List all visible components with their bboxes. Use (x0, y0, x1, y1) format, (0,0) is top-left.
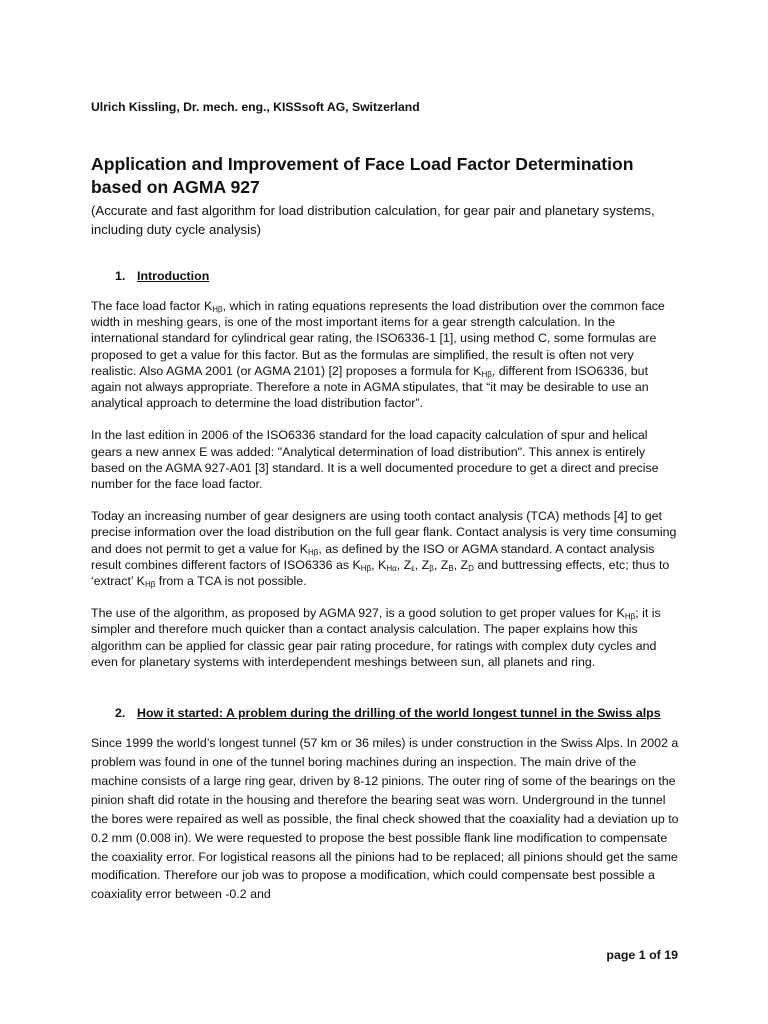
page-number: page 1 of 19 (606, 948, 678, 962)
paragraph-4: The use of the algorithm, as proposed by AGMA 927, is a good solution to get proper values for $K_{H\beta}$; it is simpler and therefore much quicker than a contact analysis calculation. The paper explains how this algorithm can be applied for classic gear pair rating procedure, for ratings with complex duty cycles and even for planetary systems with interdependent meshings between sun, all planets and ring. (91, 606, 661, 669)
section-number: 1. (115, 269, 126, 283)
paper-title: Application and Improvement of Face Load Factor Determination based on AGMA 927 (91, 154, 634, 197)
section-title: How it started: A problem during the drilling of the world longest tunnel in the Swiss alps (137, 706, 661, 721)
section-title: Introduction (137, 269, 210, 283)
paragraph-1: The face load factor $K_{H\beta}$, which in rating equations represents the load distribution over the common face width in meshing gears, is one of the most important items for a gear strength calculation. In the international standard for cylindrical gear rating, the ISO6336-1 [1], using method C, some formulas are proposed to get a value for this factor. But as the formulas are simplified, the result is often not very realistic. Also AGMA 2001 (or AGMA 2101) [2] proposes a formula for $K_{H\beta}$, different from ISO6336, but again not always appropriate. Therefore a note in AGMA stipulates, that “it may be desirable to use an analytical approach to determine the load distribution factor”. (91, 299, 665, 411)
paper-subtitle: (Accurate and fast algorithm for load distribution calculation, for gear pair and planetary systems, including duty cycle analysis) (91, 203, 655, 237)
paragraph-3: Today an increasing number of gear designers are using tooth contact analysis (TCA) methods [4] to get precise information over the load distribution on the full gear flank. Contact analysis is very time consuming and does not permit to get a value for $K_{H\beta}$, as defined by the ISO or AGMA standard. A contact analysis result combines different factors of ISO6336 as $K_{H\beta}$, $K_{H\alpha}$, $Z_\varepsilon$, $Z_\beta$, $Z_B$, $Z_D$ and buttressing effects, etc; thus to ‘extract’ $K_{H\beta}$ from a TCA is not possible. (91, 509, 677, 590)
paragraph-2: In the last edition in 2006 of the ISO6336 standard for the load capacity calculation of spur and helical gears a new annex E was added: "Analytical determination of load distribution". This annex is entirely based on the AGMA 927-A01 [3] standard. It is a well documented procedure to get a direct and precise number for the face load factor. (91, 428, 659, 492)
author-line: Ulrich Kissling, Dr. mech. eng., KISSsoft AG, Switzerland (91, 100, 420, 114)
paragraph-5: Since 1999 the world’s longest tunnel (57 km or 36 miles) is under construction in the Swiss Alps. In 2002 a problem was found in one of the tunnel boring machines during an inspection. The main drive of the machine consists of a large ring gear, driven by 8-12 pinions. The outer ring of some of the bearings on the pinion shaft did rotate in the housing and therefore the bearing seat was worn. Underground in the tunnel the bores were repaired as well as possible, the final check showed that the coaxiality had a deviation up to 0.2 mm (0.008 in). We were requested to propose the best possible flank line modification to compensate the coaxiality error. For logistical reasons all the pinions had to be replaced; all pinions should get the same modification. Therefore our job was to propose a modification, which could compensate best possible a coaxiality error between -0.2 and (91, 736, 679, 902)
section-1-heading (91, 269, 680, 283)
section-2-heading (91, 706, 680, 720)
section-number: 2. (115, 706, 126, 721)
